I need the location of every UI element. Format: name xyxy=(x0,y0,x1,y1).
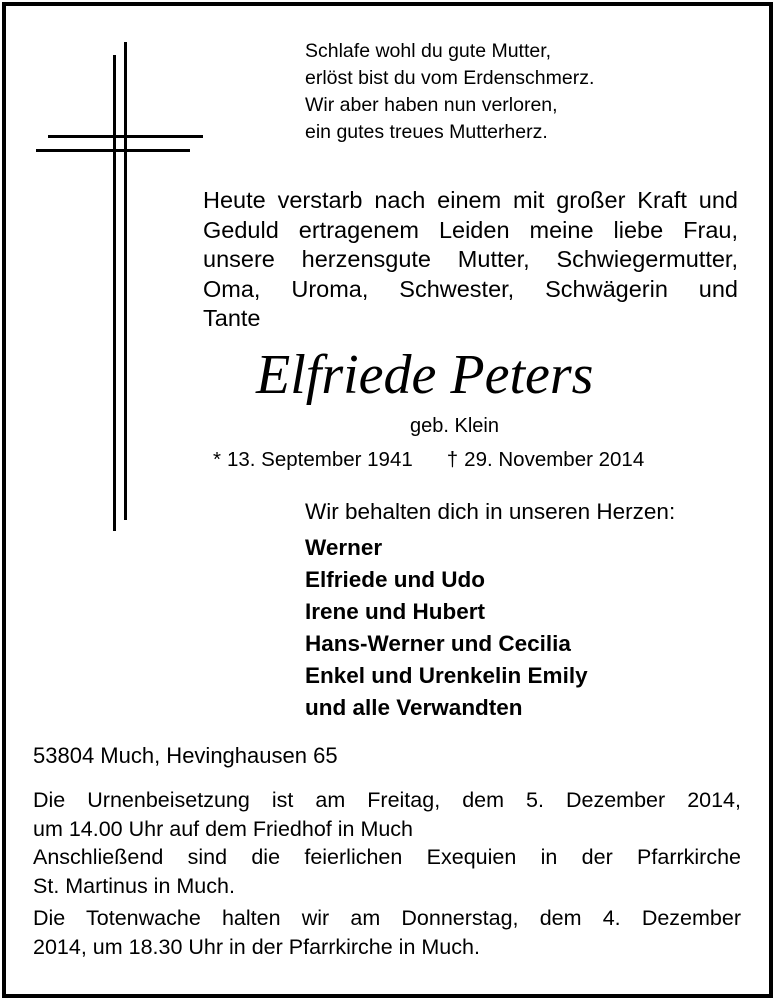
mourners-list xyxy=(305,532,588,724)
wake-line: 2014, um 18.30 Uhr in der Pfarrkirche in Much. xyxy=(33,934,480,959)
death-date: 29. November 2014 xyxy=(464,448,645,471)
deceased-name: Elfriede Peters xyxy=(256,344,594,406)
mourner-name: Elfriede und Udo xyxy=(305,567,485,592)
funeral-line: St. Martinus in Much. xyxy=(33,873,235,898)
announcement-line: Tante xyxy=(203,305,261,331)
mourner-name: Hans-Werner und Cecilia xyxy=(305,631,571,656)
mourner-name: und alle Verwandten xyxy=(305,695,523,720)
death-announcement xyxy=(203,186,738,334)
funeral-line: um 14.00 Uhr auf dem Friedhof in Much xyxy=(33,816,414,841)
poem-line: ein gutes treues Mutterherz. xyxy=(305,121,548,143)
wake-details xyxy=(33,904,741,961)
poem-line: erlöst bist du vom Erdenschmerz. xyxy=(305,67,595,89)
announcement-line: Oma, Uroma, Schwester, Schwägerin und xyxy=(203,275,738,302)
announcement-line: Geduld ertragenem Leiden meine liebe Frau, xyxy=(203,216,738,243)
mourner-name: Enkel und Urenkelin Emily xyxy=(305,663,588,688)
maiden-name: geb. Klein xyxy=(410,415,499,437)
mourner-name: Werner xyxy=(305,535,383,560)
memorial-poem xyxy=(305,38,594,146)
announcement-line: unsere herzensgute Mutter, Schwiegermutter, xyxy=(203,246,738,272)
poem-line: Schlafe wohl du gute Mutter, xyxy=(305,40,552,62)
wake-line: Die Totenwache halten wir am Donnerstag, dem 4. Dezember xyxy=(33,906,741,930)
birth-symbol: * xyxy=(213,448,221,471)
death-cross-symbol: † xyxy=(446,448,459,471)
birth-date: 13. September 1941 xyxy=(226,448,413,471)
family-address: 53804 Much, Hevinghausen 65 xyxy=(33,743,338,768)
funeral-line: Anschließend sind die feierlichen Exequien in der Pfarrkirche xyxy=(33,845,741,869)
funeral-line: Die Urnenbeisetzung ist am Freitag, dem 5. Dezember 2014, xyxy=(33,788,741,812)
mourner-name: Irene und Hubert xyxy=(305,599,486,624)
life-dates xyxy=(213,446,644,474)
funeral-details xyxy=(33,786,741,900)
announcement-line: Heute verstarb nach einem mit großer Kraft und xyxy=(203,187,738,213)
mourners-heading: Wir behalten dich in unseren Herzen: xyxy=(305,499,676,524)
poem-line: Wir aber haben nun verloren, xyxy=(305,94,558,116)
